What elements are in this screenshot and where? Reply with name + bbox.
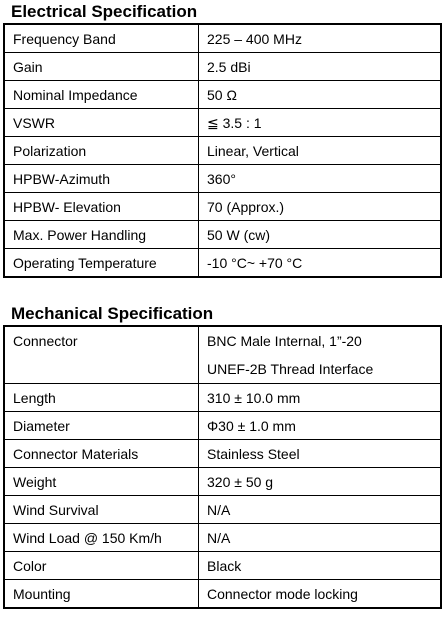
spec-label: Gain xyxy=(4,53,199,81)
spec-label: Connector Materials xyxy=(4,440,199,468)
spec-value: -10 °C~ +70 °C xyxy=(199,249,442,278)
spec-row-polarization xyxy=(4,137,441,165)
spec-label: VSWR xyxy=(4,109,199,137)
spec-row-weight xyxy=(4,468,441,496)
spec-row-vswr xyxy=(4,109,441,137)
spec-row-connector xyxy=(4,326,441,384)
spec-label: HPBW- Elevation xyxy=(4,193,199,221)
spec-row-color xyxy=(4,552,441,580)
spec-label-text: Connector xyxy=(13,333,78,349)
spec-row-gain xyxy=(4,53,441,81)
spec-value: Black xyxy=(199,552,442,580)
spec-value: ≦ 3.5 : 1 xyxy=(199,109,442,137)
spec-row-mounting xyxy=(4,580,441,609)
spec-value: 320 ± 50 g xyxy=(199,468,442,496)
spec-value: Φ30 ± 1.0 mm xyxy=(199,412,442,440)
spec-value: Connector mode locking xyxy=(199,580,442,609)
spec-label: Mounting xyxy=(4,580,199,609)
spec-label xyxy=(4,326,199,384)
spec-value: 225 – 400 MHz xyxy=(199,24,442,53)
spec-row-frequency-band xyxy=(4,24,441,53)
spec-label: Wind Load @ 150 Km/h xyxy=(4,524,199,552)
spec-value: Stainless Steel xyxy=(199,440,442,468)
spec-label: Color xyxy=(4,552,199,580)
mechanical-specification-title: Mechanical Specification xyxy=(11,304,214,323)
spec-row-hpbw-elevation xyxy=(4,193,441,221)
mechanical-specification-table xyxy=(3,325,442,609)
spec-label: Nominal Impedance xyxy=(4,81,199,109)
spec-value: 50 Ω xyxy=(199,81,442,109)
spec-label: Max. Power Handling xyxy=(4,221,199,249)
electrical-specification-title: Electrical Specification xyxy=(11,2,198,21)
spec-label: Wind Survival xyxy=(4,496,199,524)
spec-row-wind-load xyxy=(4,524,441,552)
spec-value xyxy=(199,326,442,384)
spec-row-operating-temperature xyxy=(4,249,441,278)
spec-label: HPBW-Azimuth xyxy=(4,165,199,193)
spec-value-line: UNEF-2B Thread Interface xyxy=(207,361,374,377)
spec-row-max-power-handling xyxy=(4,221,441,249)
mechanical-specification-section xyxy=(3,303,439,609)
spec-row-nominal-impedance xyxy=(4,81,441,109)
electrical-specification-section xyxy=(3,1,439,278)
spec-value-line: BNC Male Internal, 1”-20 xyxy=(207,333,362,349)
spec-label: Operating Temperature xyxy=(4,249,199,278)
spec-value: N/A xyxy=(199,524,442,552)
spec-label: Frequency Band xyxy=(4,24,199,53)
spec-value: 50 W (cw) xyxy=(199,221,442,249)
spec-value: Linear, Vertical xyxy=(199,137,442,165)
spec-value: 70 (Approx.) xyxy=(199,193,442,221)
spec-value: 2.5 dBi xyxy=(199,53,442,81)
spec-row-length xyxy=(4,384,441,412)
spec-label: Polarization xyxy=(4,137,199,165)
spec-row-hpbw-azimuth xyxy=(4,165,441,193)
spec-value: 360° xyxy=(199,165,442,193)
spec-value: 310 ± 10.0 mm xyxy=(199,384,442,412)
spec-value: N/A xyxy=(199,496,442,524)
spec-label: Length xyxy=(4,384,199,412)
spec-row-diameter xyxy=(4,412,441,440)
spec-row-wind-survival xyxy=(4,496,441,524)
spec-label: Weight xyxy=(4,468,199,496)
spec-row-connector-materials xyxy=(4,440,441,468)
electrical-specification-table xyxy=(3,23,442,278)
spec-label: Diameter xyxy=(4,412,199,440)
